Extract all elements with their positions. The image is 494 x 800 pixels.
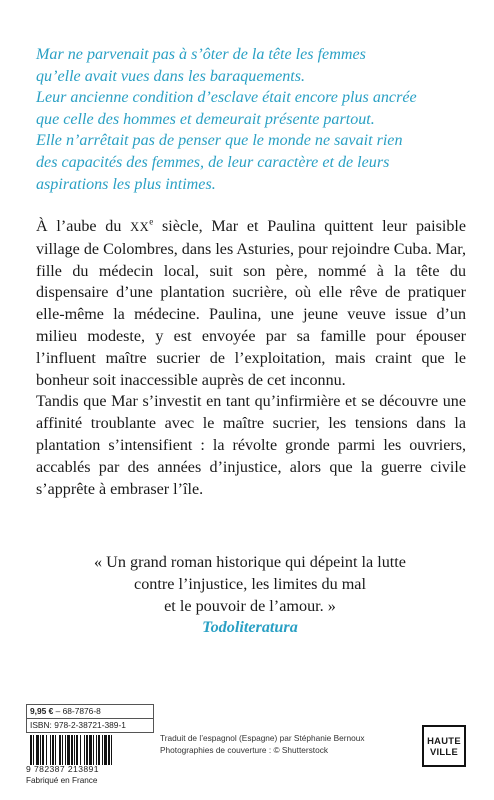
price-row xyxy=(26,704,154,719)
quote-line: contre l’injustice, les limites du mal xyxy=(134,574,366,593)
century-superscript: e xyxy=(149,216,154,227)
translation-credit: Traduit de l’espagnol (Espagne) par Stéphanie Bernoux xyxy=(160,733,365,743)
epigraph-line: Mar ne parvenait pas à s’ôter de la tête les femmes xyxy=(36,46,366,63)
quote-source: Todoliteratura xyxy=(202,618,298,637)
barcode-icon xyxy=(26,735,154,765)
quote-line: « Un grand roman historique qui dépeint la lutte xyxy=(94,553,406,571)
synopsis-rest: siècle, Mar et Paulina quittent leur paisible village de Colombres, dans les Asturies, pour rejoindre Cuba. Mar, fille du médecin local, suit son père, nommé à la tête du dispensaire d’une plantation sucrière, où elle rêve de pratiquer elle-même la médecine. Paulina, une jeune veuve issue d’un milieu modeste, y est envoyée par sa famille pour épouser l’influent maître sucrier de l’exploitation, mais craint que le bonheur soit inaccessible auprès de cet inconnu. xyxy=(36,218,466,389)
credits xyxy=(160,732,400,756)
epigraph-line: des capacités des femmes, de leur caractère et de leurs xyxy=(36,153,390,171)
epigraph-line: Elle n’arrêtait pas de penser que le monde ne savait rien xyxy=(36,132,403,150)
logo-line: HAUTE xyxy=(427,735,461,746)
quote-line: et le pouvoir de l’amour. » xyxy=(164,596,336,615)
price: 9,95 € xyxy=(30,706,54,716)
publisher-logo xyxy=(422,725,466,767)
made-in-label: Fabriqué en France xyxy=(26,776,98,785)
epigraph-line: aspirations les plus intimes. xyxy=(36,175,216,193)
epigraph-line: que celle des hommes et demeurait présente partout. xyxy=(36,110,375,128)
product-code: – 68-7876-8 xyxy=(55,706,101,716)
epigraph xyxy=(36,44,466,195)
synopsis-start: À l’aube du xyxy=(36,218,131,235)
epigraph-line: qu’elle avait vues dans les baraquements. xyxy=(36,67,306,85)
press-quote xyxy=(40,552,460,639)
synopsis xyxy=(36,216,466,500)
photo-credit: Photographies de couverture : © Shutterstock xyxy=(160,745,328,755)
barcode-digits: 9 782387 213891 xyxy=(26,764,99,774)
synopsis-paragraph-1 xyxy=(36,216,466,391)
logo-line: VILLE xyxy=(429,746,459,757)
barcode-block xyxy=(26,704,154,788)
epigraph-line: Leur ancienne condition d’esclave était encore plus ancrée xyxy=(36,89,417,107)
isbn: ISBN: 978-2-38721-389-1 xyxy=(26,719,154,733)
synopsis-paragraph-2: Tandis que Mar s’investit en tant qu’infirmière et se découvre une affinité troublante avec le maître sucrier, les tensions dans la plantation s’intensifient : la révolte gronde parmi les ouvriers, accablés par des années d’injustice, alors que la guerre civile s’apprête à embraser l’île. xyxy=(36,393,466,498)
century-numeral: XX xyxy=(130,220,150,234)
